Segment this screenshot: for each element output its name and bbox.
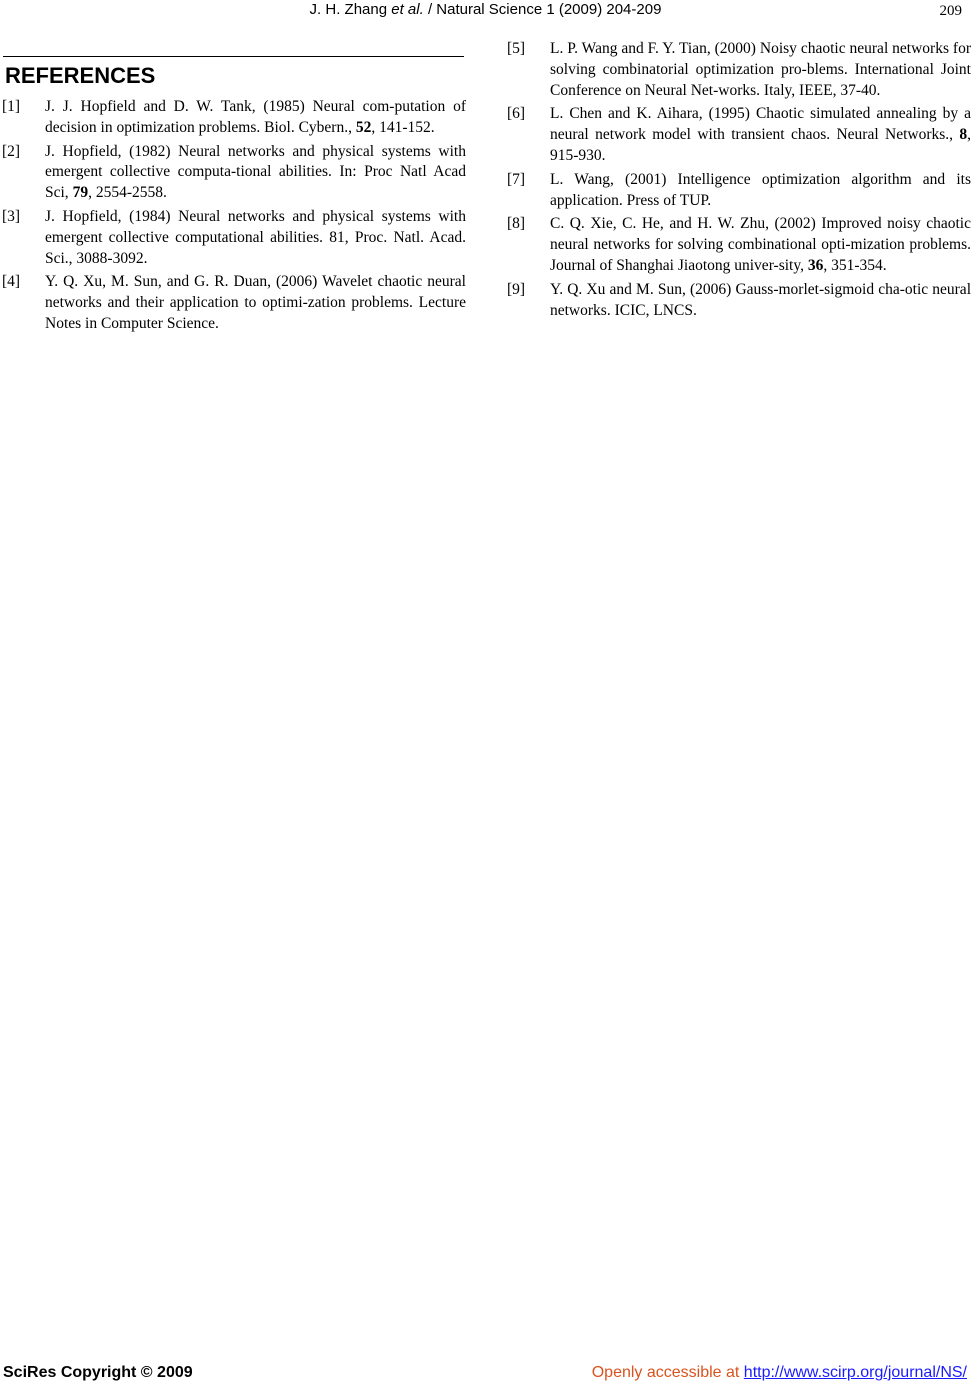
reference-body: J. Hopfield, (1982) Neural networks and physical systems with emergent collective computa-tional abilities. In: Proc Natl Acad Sci, bbox=[45, 142, 466, 202]
reference-body: Y. Q. Xu, M. Sun, and G. R. Duan, (2006) Wavelet chaotic neural networks and their application to optimi-zation problems. Lecture Notes in Computer Science. bbox=[45, 273, 466, 332]
reference-item-4 bbox=[0, 272, 466, 334]
reference-item-9 bbox=[505, 280, 971, 322]
reference-number: [3] bbox=[2, 207, 21, 225]
references-left-column bbox=[0, 97, 466, 338]
references-right-column bbox=[505, 39, 971, 324]
reference-pages: , 2554-2558. bbox=[88, 184, 167, 202]
reference-volume: 8 bbox=[959, 126, 968, 144]
reference-item-3 bbox=[0, 207, 466, 269]
page-number: 209 bbox=[939, 3, 962, 19]
reference-text bbox=[45, 97, 466, 139]
reference-number: [2] bbox=[2, 142, 21, 160]
reference-volume: 79 bbox=[72, 184, 89, 202]
reference-text bbox=[550, 104, 971, 166]
reference-text bbox=[550, 214, 971, 276]
reference-number: [8] bbox=[507, 215, 526, 233]
reference-item-2 bbox=[0, 142, 466, 204]
reference-body: C. Q. Xie, C. He, and H. W. Zhu, (2002) Improved noisy chaotic neural networks for solving combinational opti-mization problems. Journal of Shanghai Jiaotong univer-sity, bbox=[550, 215, 971, 274]
reference-number: [5] bbox=[507, 40, 526, 57]
reference-number: [4] bbox=[2, 273, 21, 291]
reference-body: L. Chen and K. Aihara, (1995) Chaotic simulated annealing by a neural network model with transient chaos. Neural Networks., bbox=[550, 105, 971, 144]
reference-item-1 bbox=[0, 97, 466, 139]
reference-item-5 bbox=[505, 39, 971, 101]
reference-text bbox=[550, 39, 971, 101]
running-head-journal: / Natural Science 1 (2009) 204-209 bbox=[423, 1, 662, 18]
reference-body: L. P. Wang and F. Y. Tian, (2000) Noisy chaotic neural networks for solving combinatorial optimization pro-blems. International Joint Conference on Neural Net-works. Italy, IEEE, 37-40. bbox=[550, 40, 971, 99]
copyright-notice: SciRes Copyright © 2009 bbox=[3, 1364, 193, 1381]
reference-text bbox=[45, 207, 466, 269]
reference-number: [7] bbox=[507, 170, 526, 188]
reference-body: J. J. Hopfield and D. W. Tank, (1985) Neural com-putation of decision in optimization problems. Biol. Cybern., bbox=[45, 98, 466, 136]
reference-item-8 bbox=[505, 214, 971, 276]
reference-pages: , 141-152. bbox=[371, 118, 435, 136]
reference-number: [1] bbox=[2, 98, 21, 115]
section-rule bbox=[3, 56, 464, 57]
reference-volume: 36 bbox=[807, 256, 824, 274]
reference-body: L. Wang, (2001) Intelligence optimization algorithm and its application. Press of TUP. bbox=[550, 170, 971, 209]
running-head-etal: et al. bbox=[391, 1, 424, 18]
reference-volume: 52 bbox=[355, 118, 372, 136]
page-header bbox=[0, 0, 971, 22]
reference-text bbox=[550, 170, 971, 212]
section-title: REFERENCES bbox=[5, 63, 156, 88]
reference-body: Y. Q. Xu and M. Sun, (2006) Gauss-morlet-sigmoid cha-otic neural networks. ICIC, LNCS. bbox=[550, 280, 971, 319]
page-footer bbox=[0, 1363, 971, 1385]
running-head bbox=[0, 1, 971, 19]
access-notice bbox=[592, 1363, 967, 1383]
reference-body: J. Hopfield, (1984) Neural networks and physical systems with emergent collective computational abilities. 81, Proc. Natl. Acad. Sci., 3088-3092. bbox=[45, 207, 466, 267]
running-head-author: J. H. Zhang bbox=[309, 1, 392, 18]
reference-item-7 bbox=[505, 170, 971, 212]
reference-pages: , 351-354. bbox=[823, 256, 887, 274]
reference-item-6 bbox=[505, 104, 971, 166]
reference-text bbox=[45, 272, 466, 334]
reference-number: [9] bbox=[507, 280, 526, 298]
reference-text bbox=[45, 142, 466, 204]
access-prefix: Openly accessible at bbox=[591, 1364, 744, 1381]
reference-number: [6] bbox=[507, 105, 526, 123]
reference-pages: , 915-930. bbox=[550, 126, 971, 164]
journal-link[interactable]: http://www.scirp.org/journal/NS/ bbox=[743, 1364, 967, 1381]
reference-text bbox=[550, 280, 971, 322]
